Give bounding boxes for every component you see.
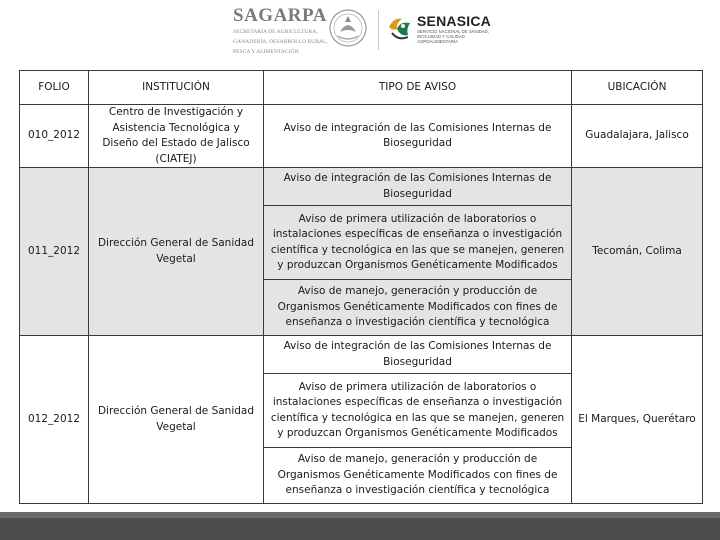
avisos-table-container: [19, 70, 702, 500]
column-header-folio: FOLIO: [20, 71, 89, 105]
aviso-cell: Aviso de manejo, generación y producción de Organismos Genéticamente Modificados con fines de enseñanza o investigación científica y tecnológica: [264, 448, 572, 504]
column-header-institucion: INSTITUCIÓN: [89, 71, 264, 105]
table-header-row: [20, 71, 703, 105]
footer-band: [0, 512, 720, 540]
header: [0, 0, 720, 62]
senasica-subtitle-line: INOCUIDAD Y CALIDAD: [417, 34, 465, 39]
sagarpa-subtitle-line: SECRETARÍA DE AGRICULTURA,: [233, 29, 318, 35]
column-header-ubicacion: UBICACIÓN: [572, 71, 703, 105]
table-row: [20, 336, 703, 374]
ubicacion-cell: Tecomán, Colima: [572, 168, 703, 336]
folio-cell: 011_2012: [20, 168, 89, 336]
aviso-cell: Aviso de integración de las Comisiones Internas de Bioseguridad: [264, 168, 572, 206]
avisos-table: [19, 70, 703, 504]
logo-divider: [378, 10, 379, 50]
sagarpa-subtitle-line: PESCA Y ALIMENTACIÓN: [233, 49, 299, 55]
senasica-wordmark: SENASICA: [417, 13, 491, 29]
aviso-cell: Aviso de integración de las Comisiones Internas de Bioseguridad: [264, 105, 572, 168]
senasica-subtitle-line: SERVICIO NACIONAL DE SANIDAD,: [417, 29, 490, 34]
column-header-tipo-aviso: TIPO DE AVISO: [264, 71, 572, 105]
institucion-cell: Centro de Investigación y Asistencia Tecnológica y Diseño del Estado de Jalisco (CIATEJ): [89, 105, 264, 168]
sagarpa-logo: [233, 5, 328, 56]
senasica-subtitle-line: AGROALIMENTARIA: [417, 39, 458, 44]
ubicacion-cell: Guadalajara, Jalisco: [572, 105, 703, 168]
folio-cell: 012_2012: [20, 336, 89, 504]
aviso-cell: Aviso de primera utilización de laboratorios o instalaciones específicas de enseñanza o investigación científica y tecnológica en las que se manejen, generen y produzcan Organismos Genéticamente Modificados: [264, 206, 572, 280]
table-row: [20, 105, 703, 168]
table-row: [20, 168, 703, 206]
aviso-cell: Aviso de integración de las Comisiones Internas de Bioseguridad: [264, 336, 572, 374]
mexico-seal-icon: [328, 8, 368, 52]
institucion-cell: Dirección General de Sanidad Vegetal: [89, 336, 264, 504]
aviso-cell: Aviso de manejo, generación y producción de Organismos Genéticamente Modificados con fines de enseñanza o investigación científica y tecnológica: [264, 280, 572, 336]
senasica-emblem-icon: [386, 13, 414, 43]
folio-cell: 010_2012: [20, 105, 89, 168]
sagarpa-subtitle-line: GANADERÍA, DESARROLLO RURAL,: [233, 39, 328, 45]
sagarpa-wordmark: SAGARPA: [233, 5, 327, 26]
ubicacion-cell: El Marques, Querétaro: [572, 336, 703, 504]
aviso-cell: Aviso de primera utilización de laboratorios o instalaciones específicas de enseñanza o investigación científica y tecnológica en las que se manejen, generen y produzcan Organismos Genéticamente Modificados: [264, 374, 572, 448]
institucion-cell: Dirección General de Sanidad Vegetal: [89, 168, 264, 336]
senasica-logo: [417, 14, 497, 44]
